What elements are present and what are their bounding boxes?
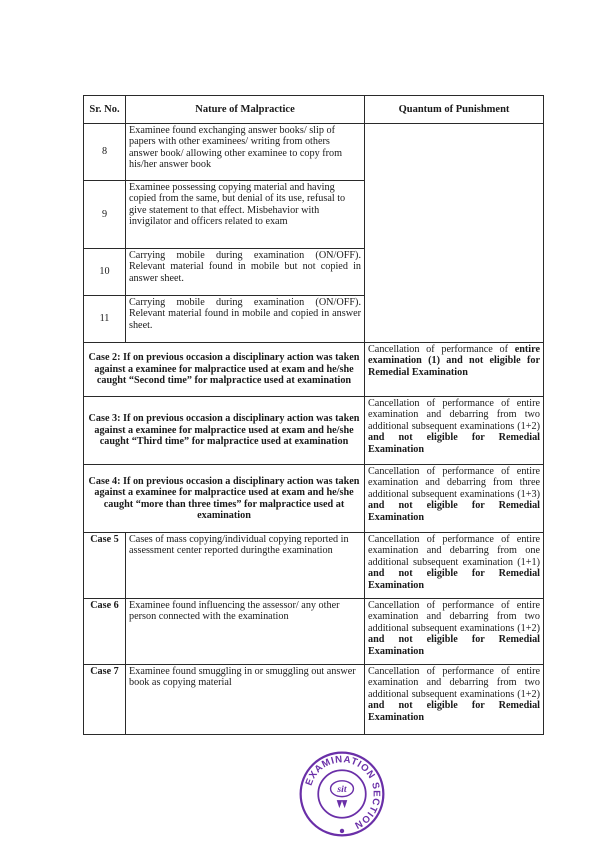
case-row [84, 599, 544, 665]
case-description: Examinee found influencing the assessor/ any other person connected with the examination [126, 599, 365, 665]
case-row [84, 465, 544, 533]
row-nature: Examinee possessing copying material and having copied from the same, but denial of its use, refusal to give statement to that effect. Misbehavior with invigilator and officers related to exam [126, 181, 365, 249]
case-row [84, 533, 544, 599]
row-sr: 11 [84, 296, 126, 343]
case-punishment: Cancellation of performance of entire examination (1) and not eligible for Remedial Examination [365, 343, 544, 397]
case-punishment: Cancellation of performance of entire examination and debarring from two additional subsequent examinations (1+2) and not eligible for Remedial Examination [365, 397, 544, 465]
row-nature: Carrying mobile during examination (ON/OFF). Relevant material found in mobile but not copied in answer sheet. [126, 249, 365, 296]
header-punishment: Quantum of Punishment [365, 96, 544, 124]
case-description: Cases of mass copying/individual copying reported in assessment center reported duringthe examination [126, 533, 365, 599]
case-row [84, 397, 544, 465]
header-nature: Nature of Malpractice [126, 96, 365, 124]
row-sr: 10 [84, 249, 126, 296]
case-description: Case 4: If on previous occasion a disciplinary action was taken against a examinee for malpractice used at exam and he/she caught “more than three times” for malpractice used at examination [84, 465, 365, 533]
case-row [84, 665, 544, 735]
case-label: Case 5 [84, 533, 126, 599]
malpractice-table [83, 95, 544, 735]
case-description: Case 2: If on previous occasion a disciplinary action was taken against a examinee for malpractice used at exam and he/she caught “Second time” for malpractice used at examination [84, 343, 365, 397]
case-punishment: Cancellation of performance of entire examination and debarring from two additional subsequent examinations (1+2) and not eligible for Remedial Examination [365, 599, 544, 665]
case-label: Case 7 [84, 665, 126, 735]
case-row [84, 343, 544, 397]
stamp-center-text: sit [337, 784, 347, 796]
stamp-graphic [301, 753, 384, 836]
header-sr-no: Sr. No. [84, 96, 126, 124]
punishment-empty-cell [365, 124, 544, 343]
row-sr: 8 [84, 124, 126, 181]
stamp-text: EXAMINATION SECTION [303, 754, 382, 831]
case-punishment: Cancellation of performance of entire examination and debarring from two additional subsequent examinations (1+2) and not eligible for Remedial Examination [365, 665, 544, 735]
row-nature: Examinee found exchanging answer books/ slip of papers with other examinees/ writing from others answer book/ allowing other examinee to copy from his/her answer book [126, 124, 365, 181]
case-label: Case 6 [84, 599, 126, 665]
table-header-row [84, 96, 544, 124]
case-description: Case 3: If on previous occasion a disciplinary action was taken against a examinee for malpractice used at exam and he/she caught “Third time” for malpractice used at examination [84, 397, 365, 465]
table-row [84, 124, 544, 181]
case-punishment: Cancellation of performance of entire examination and debarring from three additional subsequent examinations (1+3) and not eligible for Remedial Examination [365, 465, 544, 533]
row-sr: 9 [84, 181, 126, 249]
row-nature: Carrying mobile during examination (ON/OFF). Relevant material found in mobile and copied in answer sheet. [126, 296, 365, 343]
examination-section-stamp [298, 750, 386, 838]
case-description: Examinee found smuggling in or smuggling out answer book as copying material [126, 665, 365, 735]
case-punishment: Cancellation of performance of entire examination and debarring from one additional subsequent examination (1+1) and not eligible for Remedial Examination [365, 533, 544, 599]
